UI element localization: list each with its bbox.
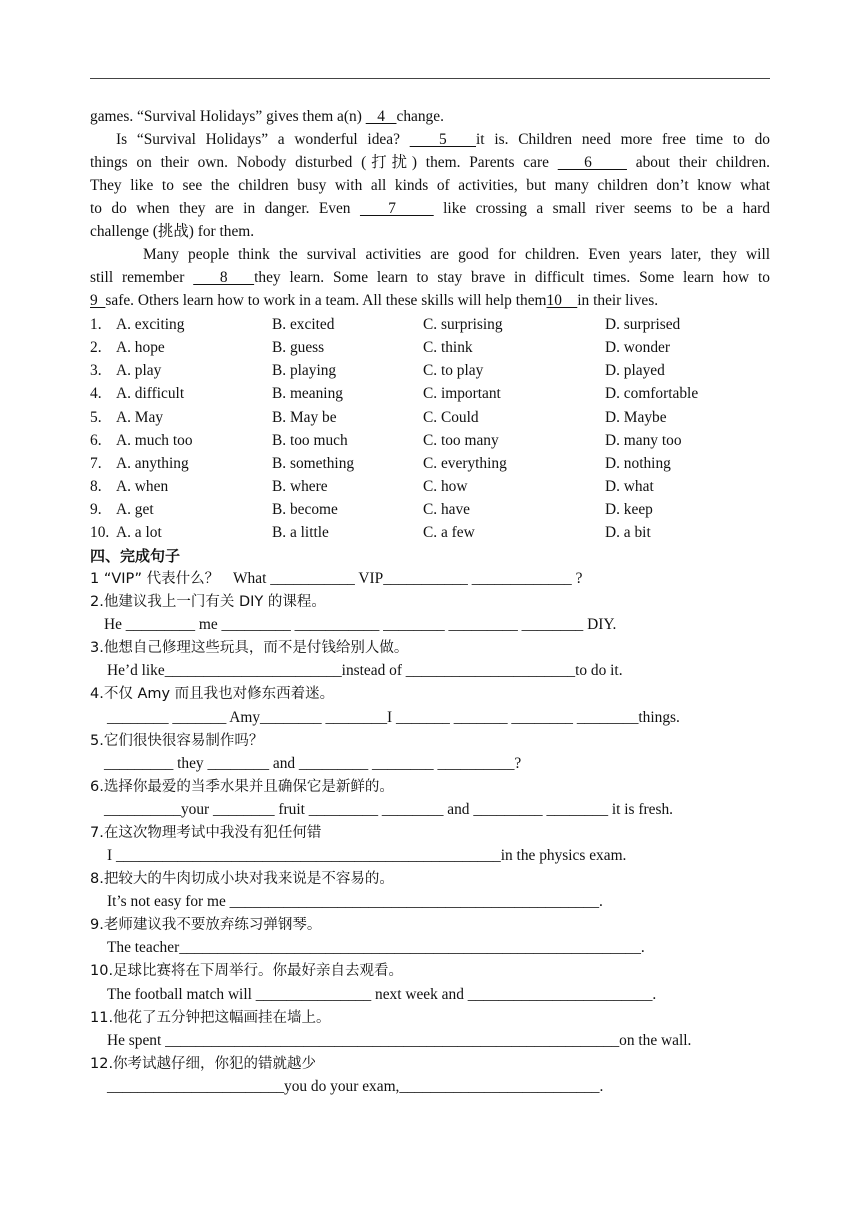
- blank-9[interactable]: 9: [90, 292, 106, 309]
- option-a[interactable]: A. a lot: [116, 524, 162, 541]
- option-num: 1.: [90, 316, 102, 333]
- sentence-11-cn: 11.他花了五分钟把这幅画挂在墙上。: [90, 1010, 331, 1026]
- option-a[interactable]: A. difficult: [116, 385, 185, 402]
- sentence-6-en[interactable]: __________your ________ fruit _________ ________ and _________ ________ it is fresh.: [104, 801, 673, 818]
- sentence-7-cn: 7.在这次物理考试中我没有犯任何错: [90, 825, 322, 841]
- option-a[interactable]: A. exciting: [116, 316, 185, 333]
- option-num: 8.: [90, 478, 102, 495]
- sentence-1: 1 “VIP” 代表什么？ What ___________ VIP___________ _____________ ?: [90, 570, 583, 587]
- blank-5[interactable]: 5: [409, 131, 476, 148]
- sentence-2-cn: 2.他建议我上一门有关 DIY 的课程。: [90, 594, 326, 610]
- option-d[interactable]: D. played: [605, 362, 665, 379]
- option-c[interactable]: C. have: [423, 501, 471, 518]
- option-num: 3.: [90, 362, 102, 379]
- passage-line-5: to do when they are in danger. Even 7 like crossing a small river seems to be a hard: [90, 200, 770, 217]
- passage-line-4: They like to see the children busy with all kinds of activities, but many children don’t know what: [90, 177, 770, 194]
- option-num: 4.: [90, 385, 102, 402]
- sentence-3-cn: 3.他想自己修理这些玩具，而不是付钱给别人做。: [90, 640, 409, 656]
- sentence-8-en[interactable]: It’s not easy for me ________________________________________________.: [107, 893, 603, 910]
- option-d[interactable]: D. many too: [605, 432, 682, 449]
- header-rule: [90, 78, 770, 79]
- option-c[interactable]: C. a few: [423, 524, 475, 541]
- passage-line-6: challenge (挑战) for them.: [90, 223, 255, 240]
- sentence-4-en[interactable]: ________ _______ Amy________ ________I _______ _______ ________ ________things.: [107, 709, 680, 726]
- option-a[interactable]: A. play: [116, 362, 162, 379]
- option-d[interactable]: D. wonder: [605, 339, 670, 356]
- option-b[interactable]: B. meaning: [272, 385, 343, 402]
- option-num: 5.: [90, 409, 102, 426]
- option-num: 10.: [90, 524, 110, 541]
- option-b[interactable]: B. become: [272, 501, 338, 518]
- option-num: 2.: [90, 339, 102, 356]
- sentence-12-en[interactable]: _______________________you do your exam,__________________________.: [107, 1078, 604, 1095]
- option-b[interactable]: B. guess: [272, 339, 325, 356]
- sentence-10-en[interactable]: The football match will _______________ next week and ________________________.: [107, 986, 657, 1003]
- option-c[interactable]: C. how: [423, 478, 468, 495]
- option-b[interactable]: B. something: [272, 455, 355, 472]
- option-b[interactable]: B. May be: [272, 409, 337, 426]
- option-d[interactable]: D. keep: [605, 501, 653, 518]
- option-d[interactable]: D. a bit: [605, 524, 651, 541]
- blank-10[interactable]: 10: [546, 292, 578, 309]
- option-a[interactable]: A. anything: [116, 455, 189, 472]
- option-c[interactable]: C. everything: [423, 455, 507, 472]
- sentence-6-cn: 6.选择你最爱的当季水果并且确保它是新鲜的。: [90, 779, 394, 795]
- option-c[interactable]: C. too many: [423, 432, 499, 449]
- option-b[interactable]: B. too much: [272, 432, 348, 449]
- sentence-8-cn: 8.把较大的牛肉切成小块对我来说是不容易的。: [90, 871, 394, 887]
- passage-line-8: still remember 8 they learn. Some learn to stay brave in difficult times. Some learn how to: [90, 269, 771, 286]
- sentence-9-cn: 9.老师建议我不要放弃练习弹钢琴。: [90, 917, 322, 933]
- sentence-9-en[interactable]: The teacher____________________________________________________________.: [107, 939, 645, 956]
- option-d[interactable]: D. surprised: [605, 316, 681, 333]
- blank-4[interactable]: 4: [365, 108, 397, 125]
- option-b[interactable]: B. a little: [272, 524, 329, 541]
- sentence-3-en[interactable]: He’d like_______________________instead of ______________________to do it.: [107, 662, 623, 679]
- sentence-10-cn: 10.足球比赛将在下周举行。你最好亲自去观看。: [90, 963, 404, 979]
- passage-line-1: games. “Survival Holidays” gives them a(n) 4 change.: [90, 108, 444, 125]
- option-b[interactable]: B. excited: [272, 316, 335, 333]
- option-a[interactable]: A. hope: [116, 339, 165, 356]
- option-c[interactable]: C. to play: [423, 362, 484, 379]
- option-b[interactable]: B. playing: [272, 362, 337, 379]
- sentence-11-en[interactable]: He spent ___________________________________________________________on the wall.: [107, 1032, 692, 1049]
- option-d[interactable]: D. nothing: [605, 455, 671, 472]
- passage-line-3: things on their own. Nobody disturbed (打扰) them. Parents care 6 about their children.: [90, 154, 770, 171]
- option-b[interactable]: B. where: [272, 478, 328, 495]
- blank-7[interactable]: 7: [359, 200, 434, 217]
- sentence-5-cn: 5.它们很快很容易制作吗？: [90, 733, 264, 749]
- option-a[interactable]: A. get: [116, 501, 154, 518]
- option-num: 9.: [90, 501, 102, 518]
- sentence-2-en[interactable]: He _________ me _________ ___________ ________ _________ ________ DIY.: [104, 616, 617, 633]
- option-c[interactable]: C. think: [423, 339, 473, 356]
- option-d[interactable]: D. what: [605, 478, 654, 495]
- option-c[interactable]: C. Could: [423, 409, 479, 426]
- passage-line-2: Is “Survival Holidays” a wonderful idea? 5 it is. Children need more free time to do: [116, 131, 770, 148]
- option-d[interactable]: D. comfortable: [605, 385, 699, 402]
- option-a[interactable]: A. May: [116, 409, 164, 426]
- option-c[interactable]: C. surprising: [423, 316, 503, 333]
- passage-line-9: 9 safe. Others learn how to work in a team. All these skills will help them10 in their lives.: [90, 292, 659, 309]
- sentence-5-en[interactable]: _________ they ________ and _________ ________ __________?: [104, 755, 522, 772]
- sentence-4-cn: 4.不仅 Amy 而且我也对修东西着迷。: [90, 686, 335, 702]
- blank-8[interactable]: 8: [193, 269, 255, 286]
- blank-6[interactable]: 6: [557, 154, 627, 171]
- option-num: 6.: [90, 432, 102, 449]
- passage-line-7: Many people think the survival activities are good for children. Even years later, they will: [143, 246, 770, 263]
- option-d[interactable]: D. Maybe: [605, 409, 667, 426]
- option-a[interactable]: A. much too: [116, 432, 193, 449]
- option-num: 7.: [90, 455, 102, 472]
- sentence-7-en[interactable]: I __________________________________________________in the physics exam.: [107, 847, 627, 864]
- option-a[interactable]: A. when: [116, 478, 169, 495]
- option-c[interactable]: C. important: [423, 385, 501, 402]
- section-heading: 四、完成句子: [90, 547, 181, 565]
- sentence-12-cn: 12.你考试越仔细，你犯的错就越少: [90, 1056, 317, 1072]
